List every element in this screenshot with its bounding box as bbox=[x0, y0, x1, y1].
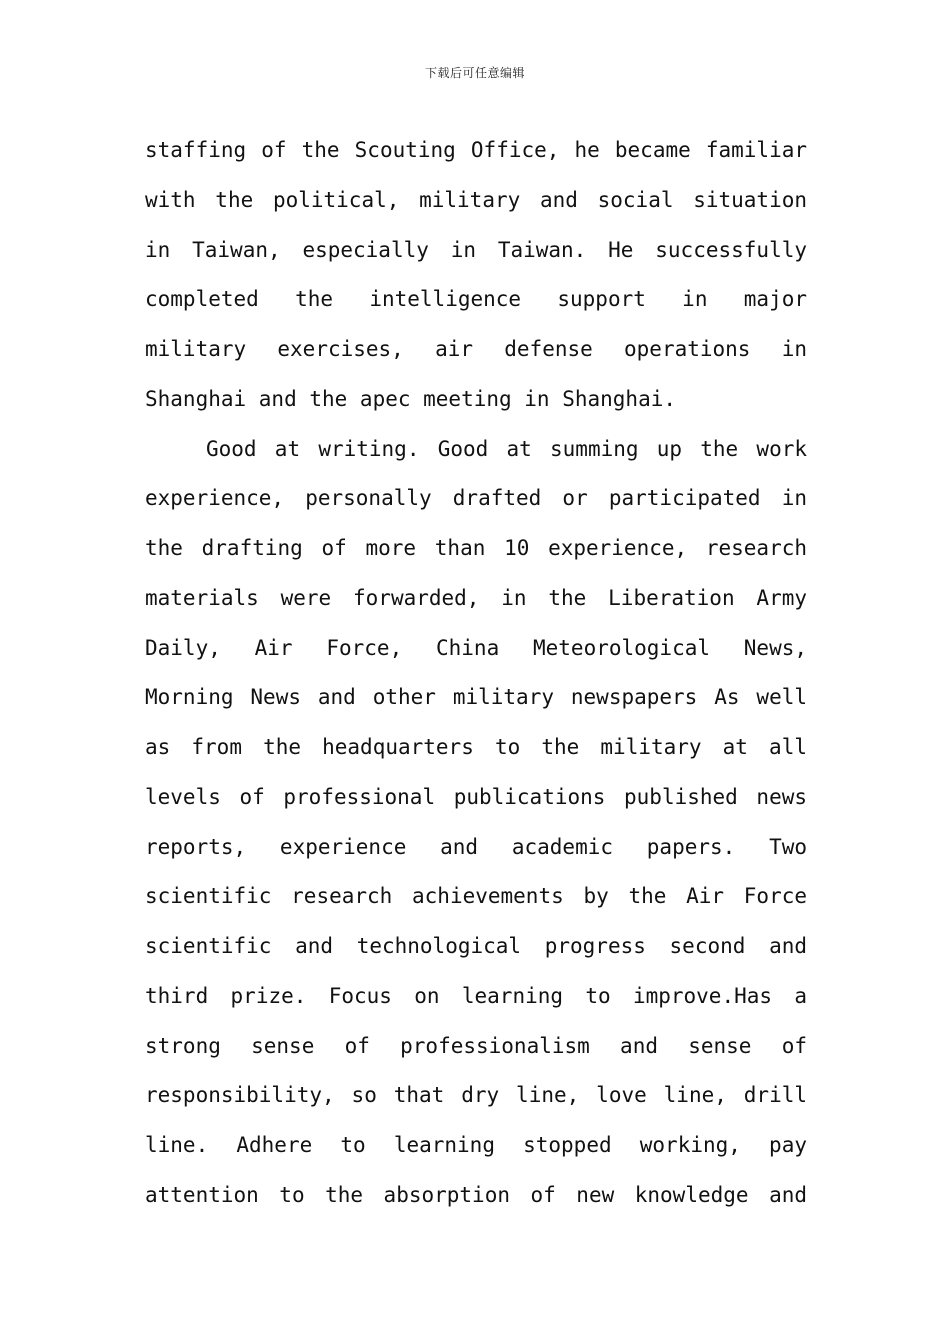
text-line: completed the intelligence support in major bbox=[145, 287, 807, 312]
text-line: responsibility, so that dry line, love line, drill bbox=[145, 1083, 807, 1108]
text-line: third prize. Focus on learning to improve.Has a bbox=[145, 983, 807, 1008]
text-line: attention to the absorption of new knowledge and bbox=[145, 1182, 807, 1207]
text-line: with the political, military and social situation bbox=[145, 187, 807, 212]
text-line: line. Adhere to learning stopped working, pay bbox=[145, 1133, 807, 1157]
text-line: experience, personally drafted or participated in bbox=[145, 486, 807, 511]
text-line: scientific and technological progress second and bbox=[145, 934, 807, 958]
paragraph-first-line: Good at writing. Good at summing up the work bbox=[206, 436, 807, 461]
text-line: reports, experience and academic papers. Two bbox=[145, 834, 807, 859]
text-line: strong sense of professionalism and sense of bbox=[145, 1033, 807, 1058]
text-line: as from the headquarters to the military at all bbox=[145, 735, 807, 759]
text-line: Morning News and other military newspapers As well bbox=[145, 685, 807, 710]
text-line: military exercises, air defense operations in bbox=[145, 337, 807, 361]
text-line: levels of professional publications published news bbox=[145, 784, 807, 809]
text-line: in Taiwan, especially in Taiwan. He successfully bbox=[145, 237, 807, 262]
text-line: scientific research achievements by the Air Force bbox=[145, 884, 807, 909]
text-line: the drafting of more than 10 experience, research bbox=[145, 536, 807, 560]
body-text bbox=[145, 126, 807, 1221]
page-header: 下载后可任意编辑 bbox=[424, 66, 525, 80]
text-line: materials were forwarded, in the Liberation Army bbox=[145, 585, 807, 610]
text-line: Daily, Air Force, China Meteorological News, bbox=[145, 635, 807, 660]
text-line: staffing of the Scouting Office, he became familiar bbox=[145, 138, 807, 162]
paragraph-end-line: Shanghai and the apec meeting in Shanghai. bbox=[145, 386, 677, 411]
